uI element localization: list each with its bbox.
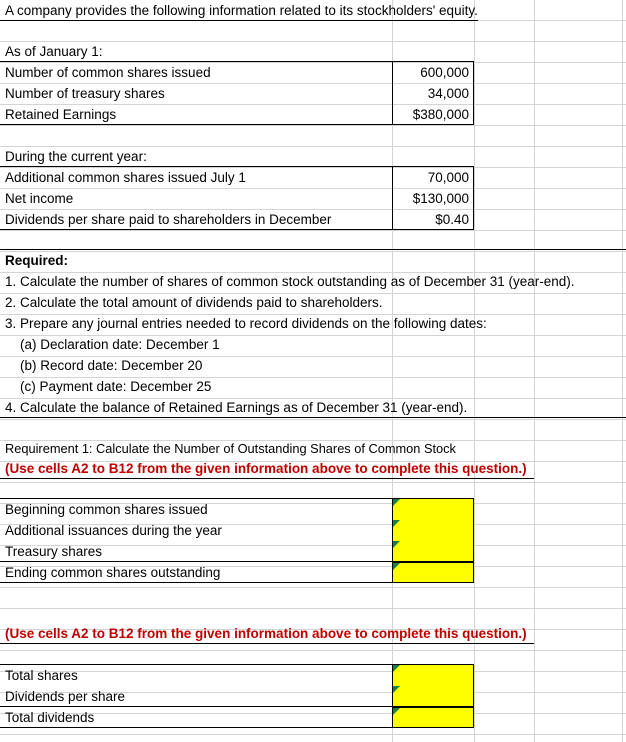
- req1-label-ending: Ending common shares outstanding: [5, 565, 221, 580]
- req1-input-treasury[interactable]: [392, 541, 474, 562]
- req1-label-treasury: Treasury shares: [5, 544, 103, 559]
- year-label-net-income: Net income: [5, 191, 74, 206]
- year-label-dividends-per-share: Dividends per share paid to shareholders in December: [5, 212, 332, 227]
- req2-input-total-dividends[interactable]: [392, 707, 474, 728]
- formula-marker-icon: [393, 541, 400, 548]
- row-gridline: [0, 419, 626, 420]
- required-item-3: 3. Prepare any journal entries needed to record dividends on the following dates:: [5, 316, 487, 331]
- req2-label-total-shares: Total shares: [5, 668, 78, 683]
- jan1-heading: As of January 1:: [5, 44, 103, 59]
- year-value-dividends-per-share[interactable]: $0.40: [435, 212, 469, 227]
- req1-label-beginning: Beginning common shares issued: [5, 502, 208, 517]
- year-value-additional-shares[interactable]: 70,000: [427, 170, 469, 185]
- formula-marker-icon: [393, 708, 400, 715]
- required-item-3c: (c) Payment date: December 25: [20, 379, 212, 394]
- formula-marker-icon: [393, 665, 400, 672]
- year-label-additional-shares: Additional common shares issued July 1: [5, 170, 246, 185]
- req2-input-total-shares[interactable]: [392, 665, 474, 686]
- row-gridline: [0, 251, 626, 252]
- year-value-net-income[interactable]: $130,000: [412, 191, 469, 206]
- req2-input-dividends-per-share[interactable]: [392, 686, 474, 707]
- required-bottom-border: [0, 417, 626, 418]
- required-item-2: 2. Calculate the total amount of dividends paid to shareholders.: [5, 295, 383, 310]
- req2-label-total-dividends: Total dividends: [5, 710, 95, 725]
- intro-underline: [0, 20, 478, 21]
- req1-input-additional[interactable]: [392, 520, 474, 541]
- row-gridline: [0, 230, 626, 231]
- formula-marker-icon: [393, 499, 400, 506]
- row-gridline: [0, 482, 626, 483]
- formula-marker-icon: [393, 563, 400, 570]
- required-item-3a: (a) Declaration date: December 1: [20, 337, 220, 352]
- intro-text: A company provides the following information related to its stockholders' equity.: [5, 3, 478, 18]
- required-top-border: [0, 249, 626, 250]
- req2-label-dividends-per-share: Dividends per share: [5, 689, 126, 704]
- required-item-4: 4. Calculate the balance of Retained Earnings as of December 31 (year-end).: [5, 400, 468, 415]
- column-gridline: [622, 0, 623, 742]
- req1-label-additional: Additional issuances during the year: [5, 523, 222, 538]
- req1-input-beginning[interactable]: [392, 499, 474, 520]
- required-item-1: 1. Calculate the number of shares of common stock outstanding as of December 31 (year-end).: [5, 274, 575, 289]
- jan1-label-retained-earnings: Retained Earnings: [5, 107, 117, 122]
- required-heading: Required:: [5, 253, 69, 268]
- req1-note-underline: [0, 478, 534, 479]
- req2-note: (Use cells A2 to B12 from the given information above to complete this question.): [5, 626, 527, 641]
- jan1-label-shares-issued: Number of common shares issued: [5, 65, 211, 80]
- jan1-value-treasury[interactable]: 34,000: [427, 86, 469, 101]
- req2-note-underline: [0, 643, 534, 644]
- row-gridline: [0, 650, 626, 651]
- req1-input-ending[interactable]: [392, 562, 474, 583]
- year-heading: During the current year:: [5, 149, 147, 164]
- column-gridline: [534, 0, 535, 742]
- req1-note: (Use cells A2 to B12 from the given information above to complete this question.): [5, 461, 527, 476]
- row-gridline: [0, 188, 626, 189]
- required-item-3b: (b) Record date: December 20: [20, 358, 203, 373]
- formula-marker-icon: [393, 520, 400, 527]
- jan1-value-retained-earnings[interactable]: $380,000: [412, 107, 469, 122]
- jan1-value-shares-issued[interactable]: 600,000: [420, 65, 469, 80]
- row-gridline: [0, 125, 626, 126]
- formula-marker-icon: [393, 686, 400, 693]
- row-gridline: [0, 734, 626, 735]
- req1-title: Requirement 1: Calculate the Number of Outstanding Shares of Common Stock: [5, 441, 456, 456]
- jan1-label-treasury: Number of treasury shares: [5, 86, 165, 101]
- row-gridline: [0, 608, 626, 609]
- row-gridline: [0, 671, 626, 672]
- row-gridline: [0, 587, 626, 588]
